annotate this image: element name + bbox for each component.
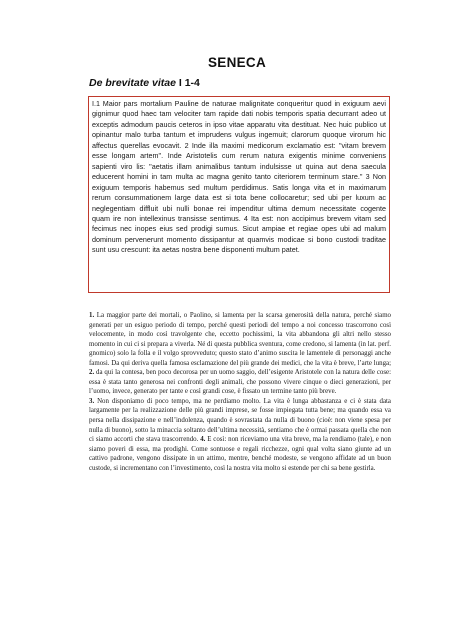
- latin-line: rerum consummationem large data est si tota bene collocaretur; sed ubi per luxum ac: [92, 193, 386, 203]
- section-subtitle: [89, 77, 200, 89]
- page-title: SENECA: [207, 55, 267, 70]
- latin-line: educerent homini in tam multa ac magna genito tanto citeriorem terminum stare." 3 Non: [92, 172, 386, 182]
- latin-line: neglegentiam diffluit ubi nulli bonae rei impenditur ultima demum necessitate cogente: [92, 203, 386, 213]
- latin-line: dominum pervenerunt momento dissipantur at quamvis modicae si bono custodi traditae: [92, 234, 386, 244]
- paragraph-text: La maggior parte dei mortali, o Paolino, si lamenta per la scarsa generosità della natura, perché siamo generati per un esiguo periodo di tempo, perché questi periodi del tempo a noi concesso trascorrono così velocemente, in modo così travolgente che, eccetto pochissimi, la vita abbandona gli altri nello stesso momento in cui ci si prepara a viverla. Né di questa pubblica sventura, come credono, si lamenta (in lat. perf. gnomico) solo la folla e il volgo sprovveduto; questo stato d’animo suscita le lamentele di personaggi anche famosi. Da qui deriva quella famosa esclamazione del più grande dei medici, che la vita è breve, l’arte lunga;: [89, 312, 391, 367]
- italian-translation: [89, 311, 391, 473]
- latin-line: exiguum temporis habemus sed multum perdidimus. Satis longa vita et in maximarum: [92, 182, 386, 192]
- latin-line: sapienti viro lis: "aetatis illam animalibus tantum indulsisse ut quina aut dena saecula: [92, 161, 386, 171]
- latin-line: affectus querellas evocavit. 2 Inde illa maximi medicorum exclamatio est: "vitam brevem: [92, 140, 386, 150]
- paragraph-number: 1.: [89, 312, 95, 319]
- latin-line: I.1 Maior pars mortalium Pauline de naturae malignitate conqueritur quod in exiguum aevi: [92, 99, 386, 108]
- latin-line: fecimus nec inopes eius sed prodigi sumus. Sicut ampiae et regiae opes ubi ad malum: [92, 224, 386, 234]
- paragraph-number: 4.: [200, 436, 206, 444]
- paragraph-number: 3.: [89, 397, 95, 405]
- paragraph-text: da qui la contesa, ben poco decorosa per un uomo saggio, dell’esigente Aristotele con la natura delle cose: essa è stata tanto generosa nei confronti degli animali, che possono vivere cinque o dieci generazioni, per l’uomo, invece, generato per tante e così grandi cose, è fissato un termine tanto più breve.: [89, 369, 391, 396]
- latin-line: sunt usu crescunt: ita aetas nostra bene disponenti multum patet.: [92, 245, 300, 255]
- latin-line: opinantur malo turba tantum et imprudens vulgus ingemuit; clarorum quoque virorum hic: [92, 130, 386, 140]
- latin-line: esse longam artem". Inde Aristotelis cum rerum natura exigentis minime conveniens: [92, 151, 386, 161]
- work-title: De brevitate vitae: [89, 77, 176, 89]
- latin-line: exceptis admodum paucis ceteros in ipso vitae apparatu vita destituat. Nec huic publico ut: [92, 119, 386, 129]
- paragraph-number: 2.: [89, 369, 95, 377]
- latin-text-box: [88, 96, 390, 293]
- paragraph-text: Non disponiamo di poco tempo, ma ne perdiamo molto. La vita è lunga abbastanza e ci è stata data largamente per la realizzazione delle più grandi imprese, se fosse impiegata tutta bene; ma quando essa va persa nella dissipazione e nell’indolenza, quando è sovrastata da nulla di buono (cioè: non viene spesa per nulla di buono), sotto la minaccia soltanto dell’ultima necessità, sentiamo che è ormai passata quella che non ci siamo accorti che stava trascorrendo.: [89, 397, 391, 444]
- paragraph-text: E così: non riceviamo una vita breve, ma la rendiamo (tale), e non siamo poveri di essa, ma prodighi. Come sontuose e regali ricchezze, ogni qual volta siano giunte ad un cattivo padrone, vengono dissipate in un attimo, mentre, benché modeste, se vengono affidate ad un buon custode, si incrementano con l’investimento, così la nostra vita molto si estende per chi sa bene gestirla.: [89, 436, 391, 472]
- latin-line: gignimur quod haec tam velociter tam rapide dati nobis temporis spatia decurrant adeo ut: [92, 109, 386, 119]
- latin-line: quam ire non intellexinus transisse sentimus. 4 Ita est: non accipimus brevem vitam sed: [92, 213, 386, 223]
- section-reference: I 1-4: [175, 77, 200, 89]
